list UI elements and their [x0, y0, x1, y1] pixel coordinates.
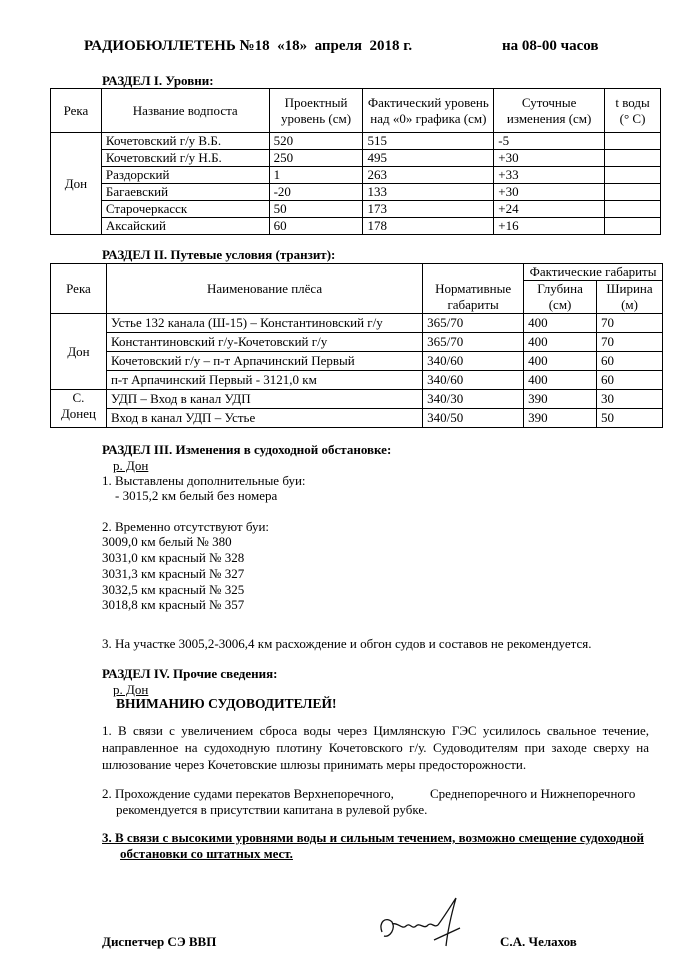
- table-row: [51, 333, 663, 352]
- section3-title: РАЗДЕЛ III. Изменения в судоходной обстановке:: [102, 442, 392, 457]
- levels-table: [50, 88, 661, 235]
- table-row: [51, 352, 663, 371]
- actual-cell: 263: [363, 167, 494, 184]
- actual-cell: 178: [363, 218, 494, 235]
- col-reach: Наименование плёса: [106, 264, 422, 314]
- section4-title: РАЗДЕЛ IV. Прочие сведения:: [102, 666, 278, 681]
- col-normative: Нормативные габариты: [423, 264, 524, 314]
- change-cell: +16: [494, 218, 605, 235]
- actual-cell: 515: [363, 133, 494, 150]
- temp-cell: [605, 150, 661, 167]
- reach-cell: Кочетовский г/у – п-т Арпачинский Первый: [106, 352, 422, 371]
- design-cell: 250: [269, 150, 363, 167]
- change-cell: +24: [494, 201, 605, 218]
- post-cell: Аксайский: [101, 218, 269, 235]
- title-text: РАДИОБЮЛЛЕТЕНЬ №18 «18» апреля 2018 г.: [84, 38, 413, 54]
- design-cell: 60: [269, 218, 363, 235]
- norm-cell: 340/60: [423, 371, 524, 390]
- reach-cell: Устье 132 канала (Ш-15) – Константиновский г/у: [106, 314, 422, 333]
- bulletin-title: [84, 38, 599, 55]
- dispatcher-name: С.А. Челахов: [500, 934, 577, 949]
- section1-title: РАЗДЕЛ I. Уровни:: [102, 73, 214, 88]
- design-cell: -20: [269, 184, 363, 201]
- col-actual-level: Фактический уровень над «0» графика (см): [363, 89, 494, 133]
- bulletin-time: на 08-00 часов: [502, 38, 599, 54]
- table-row: [51, 150, 661, 167]
- dispatcher-label: Диспетчер СЭ ВВП: [102, 934, 217, 949]
- col-river: Река: [51, 89, 102, 133]
- reach-cell: Вход в канал УДП – Устье: [106, 409, 422, 428]
- post-cell: Кочетовский г/у Н.Б.: [101, 150, 269, 167]
- buoy-line: 3032,5 км красный № 325: [102, 582, 245, 597]
- river-cell: С. Донец: [51, 390, 107, 428]
- transit-table: [50, 263, 663, 428]
- buoy-line: 3031,0 км красный № 328: [102, 550, 245, 565]
- depth-cell: 390: [524, 390, 597, 409]
- col-post: Название водпоста: [101, 89, 269, 133]
- width-cell: 60: [597, 371, 663, 390]
- temp-cell: [605, 184, 661, 201]
- post-cell: Багаевский: [101, 184, 269, 201]
- section3-river: р. Дон: [113, 458, 149, 473]
- change-cell: +30: [494, 184, 605, 201]
- width-cell: 70: [597, 314, 663, 333]
- width-cell: 70: [597, 333, 663, 352]
- col-design-level: Проектный уровень (см): [269, 89, 363, 133]
- reach-cell: п-т Арпачинский Первый - 3121,0 км: [106, 371, 422, 390]
- signature-icon: [372, 892, 468, 954]
- notice-paragraph-2-line2: рекомендуется в присутствии капитана в рулевой рубке.: [116, 802, 428, 817]
- buoy-line: 3018,8 км красный № 357: [102, 597, 245, 612]
- col-actual-group: Фактические габариты: [524, 264, 663, 281]
- section3-item2: 2. Временно отсутствуют буи:: [102, 519, 270, 534]
- post-cell: Кочетовский г/у В.Б.: [101, 133, 269, 150]
- actual-cell: 133: [363, 184, 494, 201]
- table-row: [51, 133, 661, 150]
- table-row: [51, 167, 661, 184]
- norm-cell: 340/60: [423, 352, 524, 371]
- width-cell: 60: [597, 352, 663, 371]
- table-row: [51, 184, 661, 201]
- temp-cell: [605, 201, 661, 218]
- post-cell: Раздорский: [101, 167, 269, 184]
- change-cell: +33: [494, 167, 605, 184]
- depth-cell: 400: [524, 371, 597, 390]
- section3-item1-sub: - 3015,2 км белый без номера: [115, 488, 278, 503]
- reach-cell: Константиновский г/у-Кочетовский г/у: [106, 333, 422, 352]
- table-row: [51, 201, 661, 218]
- norm-cell: 365/70: [423, 333, 524, 352]
- width-cell: 50: [597, 409, 663, 428]
- depth-cell: 400: [524, 352, 597, 371]
- attention-heading: ВНИМАНИЮ СУДОВОДИТЕЛЕЙ!: [116, 696, 337, 711]
- buoy-line: 3009,0 км белый № 380: [102, 534, 232, 549]
- col-depth: Глубина (см): [524, 281, 597, 314]
- design-cell: 1: [269, 167, 363, 184]
- design-cell: 50: [269, 201, 363, 218]
- post-cell: Старочеркасск: [101, 201, 269, 218]
- notice-paragraph-3-line2: обстановки со штатных мест.: [120, 846, 293, 861]
- notice-paragraph-1: 1. В связи с увеличением сброса воды через Цимлянскую ГЭС усилилось свальное течение, направленное на судоходную плотину Кочетовского г/у. Судоводителям при заходе сверху на шлюзование через Кочетовские шлюзы принимать меры предосторожности.: [102, 723, 649, 772]
- col-width: Ширина (м): [597, 281, 663, 314]
- depth-cell: 400: [524, 314, 597, 333]
- notice-paragraph-2-line1b: Среднепоречного и Нижнепоречного: [430, 786, 636, 801]
- temp-cell: [605, 218, 661, 235]
- table-row: [51, 314, 663, 333]
- table-row: [51, 390, 663, 409]
- actual-cell: 173: [363, 201, 494, 218]
- temp-cell: [605, 133, 661, 150]
- col-water-temp: t воды (° C): [605, 89, 661, 133]
- section3-item1: 1. Выставлены дополнительные буи:: [102, 473, 306, 488]
- depth-cell: 390: [524, 409, 597, 428]
- table-row: [51, 409, 663, 428]
- norm-cell: 365/70: [423, 314, 524, 333]
- river-cell: Дон: [51, 314, 107, 390]
- actual-cell: 495: [363, 150, 494, 167]
- col-river: Река: [51, 264, 107, 314]
- notice-paragraph-2-line1: 2. Прохождение судами перекатов Верхнепоречного,: [102, 786, 394, 801]
- buoy-line: 3031,3 км красный № 327: [102, 566, 245, 581]
- norm-cell: 340/50: [423, 409, 524, 428]
- design-cell: 520: [269, 133, 363, 150]
- table-row: [51, 371, 663, 390]
- depth-cell: 400: [524, 333, 597, 352]
- temp-cell: [605, 167, 661, 184]
- section4-river: р. Дон: [113, 682, 149, 697]
- notice-paragraph-3-line1: 3. В связи с высокими уровнями воды и сильным течением, возможно смещение судоходной: [102, 830, 644, 845]
- width-cell: 30: [597, 390, 663, 409]
- norm-cell: 340/30: [423, 390, 524, 409]
- river-cell: Дон: [51, 133, 102, 235]
- col-daily-change: Суточные изменения (см): [494, 89, 605, 133]
- change-cell: +30: [494, 150, 605, 167]
- table-row: [51, 218, 661, 235]
- section2-title: РАЗДЕЛ II. Путевые условия (транзит):: [102, 247, 336, 262]
- section3-item3: 3. На участке 3005,2-3006,4 км расхождение и обгон судов и составов не рекомендуется.: [102, 636, 592, 651]
- reach-cell: УДП – Вход в канал УДП: [106, 390, 422, 409]
- change-cell: -5: [494, 133, 605, 150]
